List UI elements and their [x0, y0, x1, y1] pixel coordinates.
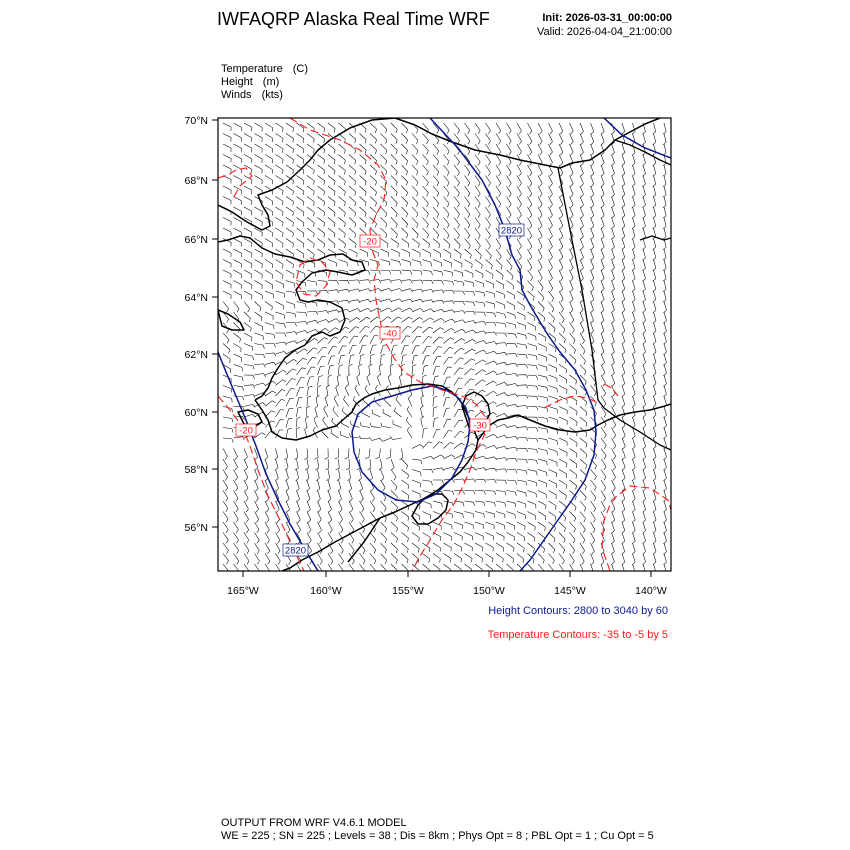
- lat-label: 62°N: [184, 349, 208, 361]
- lat-label: 58°N: [184, 464, 208, 476]
- coastline-bc: [640, 236, 671, 240]
- temp-contour-north: [290, 118, 486, 571]
- field-name: Temperature: [221, 63, 283, 75]
- footer-model-line: OUTPUT FROM WRF V4.6.1 MODEL: [221, 817, 407, 829]
- init-time: Init: 2026-03-31_00:00:00: [542, 12, 672, 24]
- lon-label: 140°W: [635, 585, 667, 597]
- latitude-labels: [185, 115, 208, 534]
- field-unit: (m): [262, 76, 280, 88]
- border-ak-bc: [604, 408, 671, 450]
- temp-contour-east: [604, 384, 618, 396]
- lon-label: 145°W: [554, 585, 586, 597]
- temperature-contour-label: -20: [363, 236, 377, 248]
- field-name: Winds: [221, 89, 252, 101]
- island-st-lawrence: [238, 410, 262, 426]
- footer-config-line: WE = 225 ; SN = 225 ; Levels = 38 ; Dis = 8km ; Phys Opt = 8 ; PBL Opt = 1 ; Cu Opt = 5: [221, 830, 654, 842]
- height-contour-2820-cyclone: [352, 386, 470, 502]
- lat-label: 70°N: [184, 115, 208, 127]
- lat-label: 66°N: [184, 234, 208, 246]
- coastline-seward: [218, 236, 365, 400]
- height-contour-label: 2820: [500, 225, 523, 237]
- coastline-northwest: [218, 118, 395, 230]
- lon-label: 150°W: [473, 585, 505, 597]
- lat-label: 68°N: [184, 175, 208, 187]
- field-name: Height: [221, 76, 253, 88]
- border-ak-canada: [558, 168, 604, 408]
- lon-label: 160°W: [310, 585, 342, 597]
- temperature-contour-label: -30: [473, 420, 487, 432]
- temperature-contour-label: -20: [239, 425, 253, 437]
- plot-title: IWFAQRP Alaska Real Time WRF: [217, 9, 490, 29]
- lon-label: 155°W: [392, 585, 424, 597]
- valid-time: Valid: 2026-04-04_21:00:00: [537, 26, 672, 38]
- coastline-canada-arctic: [615, 140, 671, 165]
- lat-label: 56°N: [184, 522, 208, 534]
- wind-barb: [223, 123, 667, 575]
- field-unit: (C): [292, 63, 309, 75]
- axis-ticks: [212, 120, 651, 577]
- temp-contour-west: [218, 168, 252, 200]
- lat-label: 60°N: [184, 407, 208, 419]
- temp-contour-southeast: [602, 486, 671, 571]
- legend-temperature-contours: Temperature Contours: -35 to -5 by 5: [487, 629, 668, 641]
- legend-height-contours: Height Contours: 2800 to 3040 by 60: [488, 605, 668, 617]
- height-contour-label: 2820: [284, 545, 307, 557]
- lat-label: 64°N: [184, 292, 208, 304]
- lon-label: 165°W: [227, 585, 259, 597]
- temperature-contour-label: -40: [383, 328, 397, 340]
- wind-barbs-layer: [223, 123, 667, 575]
- island-nunivak: [218, 310, 244, 330]
- field-unit: (kts): [261, 89, 283, 101]
- longitude-labels: [227, 585, 667, 597]
